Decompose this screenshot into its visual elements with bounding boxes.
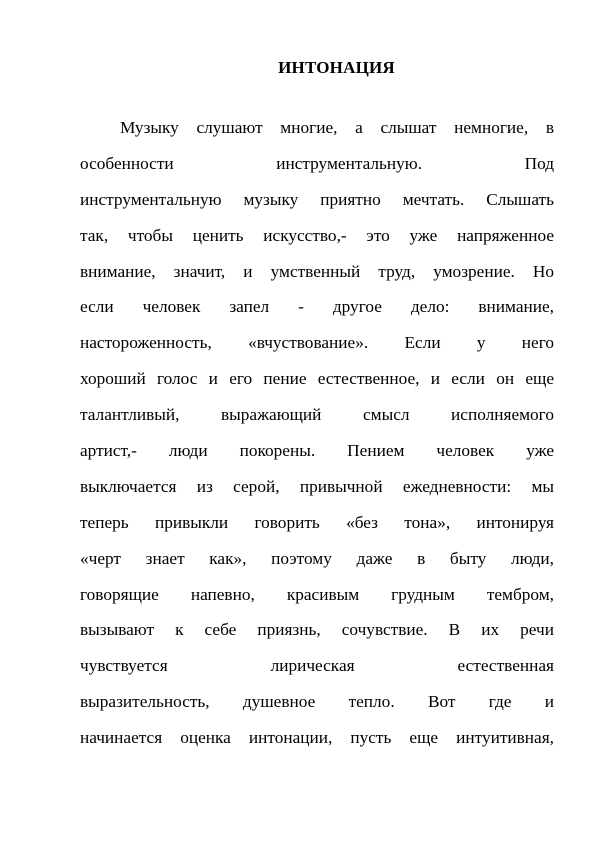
text-line: теперь привыкли говорить «без тона», интонируя xyxy=(80,512,554,532)
text-line: чувствуется лирическая естественная xyxy=(80,656,554,676)
text-line: выразительность, душевное тепло. Вот где и xyxy=(80,692,554,712)
text-line: артист,- люди покорены. Пением человек уже xyxy=(80,441,554,461)
text-line: внимание, значит, и умственный труд, умозрение. Но xyxy=(80,261,554,281)
text-line: вызывают к себе приязнь, сочувствие. В их речи xyxy=(80,620,554,640)
text-line: начинается оценка интонации, пусть еще интуитивная, xyxy=(80,728,554,748)
text-line: настороженность, «вчуствование». Если у него xyxy=(80,333,554,353)
body-text xyxy=(80,118,554,764)
text-line: особенности инструментальную. Под xyxy=(80,153,554,173)
text-line: хороший голос и его пение естественное, и если он еще xyxy=(80,369,554,389)
text-line: выключается из серой, привычной ежедневности: мы xyxy=(80,476,554,496)
document-title: ИНТОНАЦИЯ xyxy=(278,58,395,77)
text-line: так, чтобы ценить искусство,- это уже напряженное xyxy=(80,225,554,245)
text-line: инструментальную музыку приятно мечтать. Слышать xyxy=(80,189,554,209)
text-line: говорящие напевно, красивым грудным тембром, xyxy=(80,584,554,604)
text-line: талантливый, выражающий смысл исполняемого xyxy=(80,405,554,425)
text-line: Музыку слушают многие, а слышат немногие, в xyxy=(120,118,554,137)
text-line: если человек запел - другое дело: внимание, xyxy=(80,297,554,317)
text-line: «черт знает как», поэтому даже в быту люди, xyxy=(80,548,554,568)
